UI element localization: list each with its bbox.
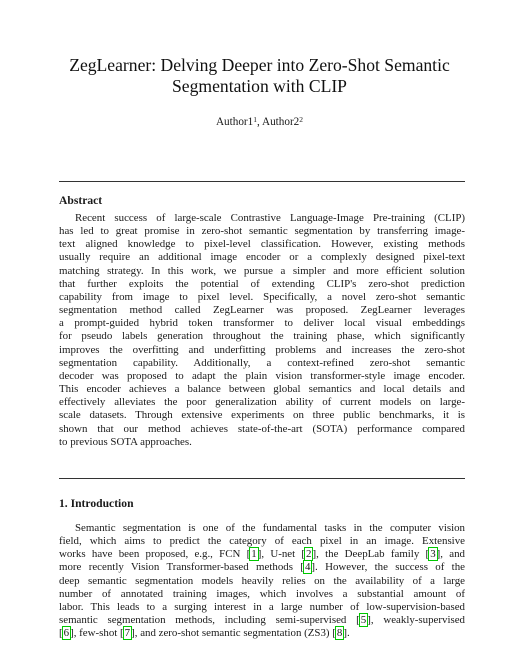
abstract-line: shown that our method achieves state-of-the-art (SOTA) performance compared — [59, 422, 465, 435]
abstract-line: text aligned knowledge to pixel-level classification. However, existing methods — [59, 238, 465, 251]
abstract-bottom-rule — [59, 478, 465, 479]
introduction-heading: 1. Introduction — [59, 497, 134, 510]
abstract-line: capability from image to pixel level. Specifically, a novel zero-shot semantic — [59, 290, 465, 303]
intro-text: semantic segmentation methods, including semi-supervised — [59, 614, 357, 627]
citation-link[interactable]: 1 — [251, 548, 257, 561]
abstract-line: segmentation method called ZegLearner was proposed. ZegLearner leverages — [59, 304, 465, 317]
author-1-affiliation: 1 — [253, 115, 257, 124]
citation-link[interactable]: 7 — [124, 627, 131, 640]
author-1: Author1 — [215, 116, 254, 128]
intro-text: more recently Vision Transformer-based methods — [59, 561, 301, 574]
author-2-affiliation: 2 — [299, 115, 304, 124]
abstract-line: effectively alleviates the poor generalization ability of current models on large- — [59, 396, 465, 409]
abstract-line: has led to great promise in zero-shot semantic segmentation by transferring image- — [59, 225, 465, 238]
introduction-body — [59, 522, 465, 640]
intro-text: . — [346, 627, 350, 640]
intro-line: semantic segmentation methods, including semi-supervised [5], weakly-supervised — [59, 614, 465, 627]
intro-text: works have been proposed, e.g., FCN — [59, 548, 247, 561]
abstract-line: decoder was proposed to adapt the plain vision transformer-style image encoder. — [59, 369, 465, 382]
abstract-body — [59, 212, 465, 449]
intro-text: , and zero-shot semantic segmentation (ZS3) — [134, 627, 333, 640]
intro-line: deep semantic segmentation models heavily relies on the availability of a large — [59, 574, 465, 587]
intro-text: , and — [440, 548, 465, 561]
author-2: Author2 — [261, 116, 300, 128]
intro-line: more recently Vision Transformer-based methods [4]. However, the success of the — [59, 561, 465, 574]
author-list — [0, 116, 519, 129]
abstract-line: for pseudo labels generation throughout the training phase, which significantly — [59, 330, 465, 343]
abstract-line: Recent success of large-scale Contrastive Language-Image Pre-training (CLIP) — [75, 212, 465, 224]
intro-text: , U-net — [261, 548, 302, 561]
intro-line: labor. This leads to a surging interest in a large number of low-supervision-based — [59, 600, 465, 613]
citation-link[interactable]: 4 — [304, 561, 311, 574]
abstract-line: segmentation capability. Additionally, a context-refined zero-shot semantic — [59, 356, 465, 369]
abstract-line: improves the overfitting and underfitting problems and increases the zero-shot — [59, 343, 465, 356]
title-line-1: ZegLearner: Delving Deeper into Zero-Shot Semantic — [69, 55, 450, 75]
abstract-line: matching strategy. In this work, we pursue a simpler and more efficient solution — [59, 264, 465, 277]
intro-text: , weakly-supervised — [370, 614, 465, 627]
citation-link[interactable]: 5 — [360, 614, 367, 627]
intro-line: works have been proposed, e.g., FCN [1], U-net [2], the DeepLab family [3], and — [59, 548, 465, 561]
abstract-line: This encoder achieves a balance between global semantics and local details and — [59, 383, 465, 396]
citation-link[interactable]: 6 — [63, 627, 70, 640]
intro-line: field, which aims to predict the category of each pixel in an image. Extensive — [59, 535, 465, 548]
intro-line: number of annotated training images, which involves a substantial amount of — [59, 587, 465, 600]
abstract-top-rule — [59, 181, 465, 182]
title-line-2: Segmentation with CLIP — [172, 76, 347, 96]
intro-text: . However, the success of the — [315, 561, 465, 574]
abstract-line: usually require an additional image encoder or a complexly designed pixel-text — [59, 251, 465, 264]
intro-line: Semantic segmentation is one of the fundamental tasks in the computer vision — [75, 522, 465, 534]
citation-link[interactable]: 3 — [430, 548, 436, 561]
intro-text: , the DeepLab family — [316, 548, 426, 561]
abstract-line: a prompt-guided hybrid token transformer to deliver local visual embeddings — [59, 317, 465, 330]
citation-link[interactable]: 2 — [306, 548, 312, 561]
abstract-line: to previous SOTA approaches. — [59, 435, 192, 448]
citation-link[interactable]: 8 — [336, 627, 343, 640]
paper-title — [0, 55, 519, 97]
intro-text: , few-shot — [73, 627, 121, 640]
abstract-line: that further exploits the potential of extending CLIP's zero-shot prediction — [59, 277, 465, 290]
author-separator: , — [257, 116, 262, 128]
abstract-line: scale datasets. Through extensive experiments on three public benchmarks, it is — [59, 409, 465, 422]
intro-line: [6], few-shot [7], and zero-shot semantic segmentation (ZS3) [8]. — [59, 627, 350, 640]
abstract-heading: Abstract — [59, 194, 103, 207]
